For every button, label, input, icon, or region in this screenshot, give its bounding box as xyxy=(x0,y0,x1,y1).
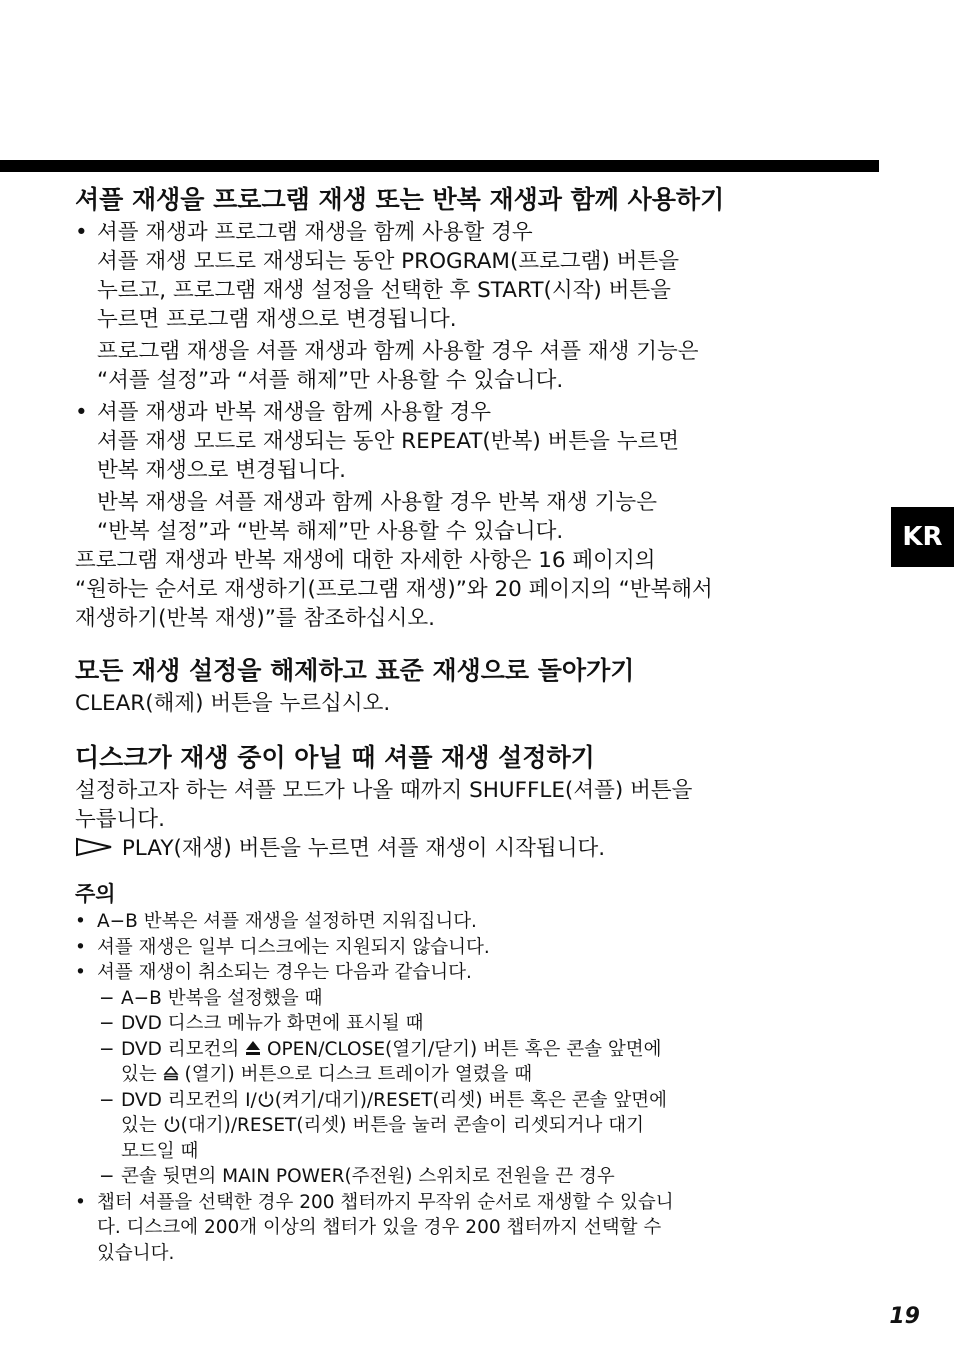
sub-text: 콘솔 뒷면의 MAIN POWER(주전원) 스위치로 전원을 끈 경우 xyxy=(121,1166,615,1187)
dash-icon: − xyxy=(99,1089,115,1111)
sub-text: 있는 xyxy=(121,1064,157,1085)
list-item xyxy=(75,1190,875,1267)
bullet-icon: • xyxy=(75,936,86,958)
bullet-head: 셔플 재생과 반복 재생을 함께 사용할 경우 xyxy=(97,400,492,425)
paragraph-line: CLEAR(해제) 버튼을 누르십시오. xyxy=(75,691,391,716)
sub-text: (대기)/RESET(리셋) 버튼을 눌러 콘솔이 리셋되거나 대기 xyxy=(180,1115,644,1136)
dash-icon: − xyxy=(99,1013,115,1034)
sub-item xyxy=(75,1088,875,1165)
paragraph-line: 누르면 프로그램 재생으로 변경됩니다. xyxy=(97,307,457,332)
paragraph-line: 재생하기(반복 재생)”를 참조하십시오. xyxy=(75,606,435,631)
paragraph-line: “원하는 순서로 재생하기(프로그램 재생)”와 20 페이지의 “반복해서 xyxy=(75,577,713,602)
play-line xyxy=(75,834,875,863)
paragraph-line: “셔플 설정”과 “셔플 해제”만 사용할 수 있습니다. xyxy=(97,368,564,393)
dash-icon: − xyxy=(99,1038,115,1060)
paragraph-line: 반복 재생으로 변경됩니다. xyxy=(97,458,346,483)
sub-item xyxy=(75,1037,875,1088)
sub-item xyxy=(75,1011,875,1037)
list-item xyxy=(75,960,875,986)
language-tab xyxy=(891,507,954,567)
paragraph-line: 반복 재생을 셔플 재생과 함께 사용할 경우 반복 재생 기능은 xyxy=(97,490,657,515)
notes-title: 주의 xyxy=(75,882,116,906)
section-title-shuffle-combined: 셔플 재생을 프로그램 재생 또는 반복 재생과 함께 사용하기 xyxy=(75,185,725,214)
eject-icon xyxy=(245,1039,261,1060)
sub-text: OPEN/CLOSE(열기/닫기) 버튼 혹은 콘솔 앞면에 xyxy=(266,1038,662,1060)
notes-list xyxy=(75,909,875,1266)
sub-item xyxy=(75,986,875,1012)
page-content xyxy=(75,182,875,1266)
sub-text: DVD 디스크 메뉴가 화면에 표시될 때 xyxy=(121,1013,424,1034)
section-body-shuffle-combined xyxy=(75,218,875,633)
note-text: A−B 반복은 셔플 재생을 설정하면 지워집니다. xyxy=(97,911,477,932)
bullet-icon: • xyxy=(75,1191,86,1213)
section-title-clear: 모든 재생 설정을 해제하고 표준 재생으로 돌아가기 xyxy=(75,656,635,685)
sub-text: 있는 xyxy=(121,1115,157,1136)
page-number: 19 xyxy=(889,1304,920,1329)
list-item xyxy=(75,909,875,935)
note-text: 셔플 재생이 취소되는 경우는 다음과 같습니다. xyxy=(97,962,472,983)
bullet-icon: • xyxy=(75,911,86,932)
power-icon xyxy=(163,1115,181,1136)
bullet-icon: • xyxy=(75,400,88,425)
paragraph-line: 셔플 재생 모드로 재생되는 동안 REPEAT(반복) 버튼을 누르면 xyxy=(97,429,680,454)
bullet-icon: • xyxy=(75,220,88,245)
note-text: 있습니다. xyxy=(97,1242,175,1264)
note-text: 다. 디스크에 200개 이상의 챕터가 있을 경우 200 챕터까지 선택할 수 xyxy=(97,1217,662,1238)
play-icon xyxy=(75,836,115,861)
note-text: 셔플 재생은 일부 디스크에는 지원되지 않습니다. xyxy=(97,936,490,958)
paragraph-line: 프로그램 재생을 셔플 재생과 함께 사용할 경우 셔플 재생 기능은 xyxy=(97,339,699,364)
eject-outline-icon xyxy=(163,1064,179,1085)
paragraph-line: “반복 설정”과 “반복 해제”만 사용할 수 있습니다. xyxy=(97,519,564,544)
sub-text: (열기) 버튼으로 디스크 트레이가 열렸을 때 xyxy=(184,1064,533,1085)
bullet-head: 셔플 재생과 프로그램 재생을 함께 사용할 경우 xyxy=(97,220,533,245)
sub-text: DVD 리모컨의 xyxy=(121,1038,240,1060)
paragraph-line: 설정하고자 하는 셔플 모드가 나올 때까지 SHUFFLE(셔플) 버튼을 xyxy=(75,778,693,803)
top-rule xyxy=(0,160,879,172)
paragraph-line: 누르고, 프로그램 재생 설정을 선택한 후 START(시작) 버튼을 xyxy=(97,278,671,303)
power-icon xyxy=(257,1090,275,1111)
sub-text: DVD 리모컨의 I/ xyxy=(121,1089,257,1111)
note-text: 챕터 셔플을 선택한 경우 200 챕터까지 무작위 순서로 재생할 수 있습니 xyxy=(97,1191,674,1213)
bullet-icon: • xyxy=(75,962,86,983)
paragraph-line: 프로그램 재생과 반복 재생에 대한 자세한 사항은 16 페이지의 xyxy=(75,548,656,573)
sub-item xyxy=(75,1164,875,1190)
play-text: PLAY(재생) 버튼을 누르면 셔플 재생이 시작됩니다. xyxy=(121,836,606,861)
list-item xyxy=(75,398,875,546)
dash-icon: − xyxy=(99,1166,115,1187)
language-tab-label: KR xyxy=(902,522,943,552)
section-title-shuffle-stopped: 디스크가 재생 중이 아닐 때 셔플 재생 설정하기 xyxy=(75,743,595,772)
list-item xyxy=(75,935,875,961)
sub-text: (켜기/대기)/RESET(리셋) 버튼 혹은 콘솔 앞면에 xyxy=(274,1089,667,1111)
sub-text: 모드일 때 xyxy=(121,1140,199,1162)
dash-icon: − xyxy=(99,987,115,1009)
paragraph-line: 셔플 재생 모드로 재생되는 동안 PROGRAM(프로그램) 버튼을 xyxy=(97,249,679,274)
paragraph-line: 누릅니다. xyxy=(75,807,165,832)
list-item xyxy=(75,218,875,395)
sub-text: A−B 반복을 설정했을 때 xyxy=(121,987,323,1009)
